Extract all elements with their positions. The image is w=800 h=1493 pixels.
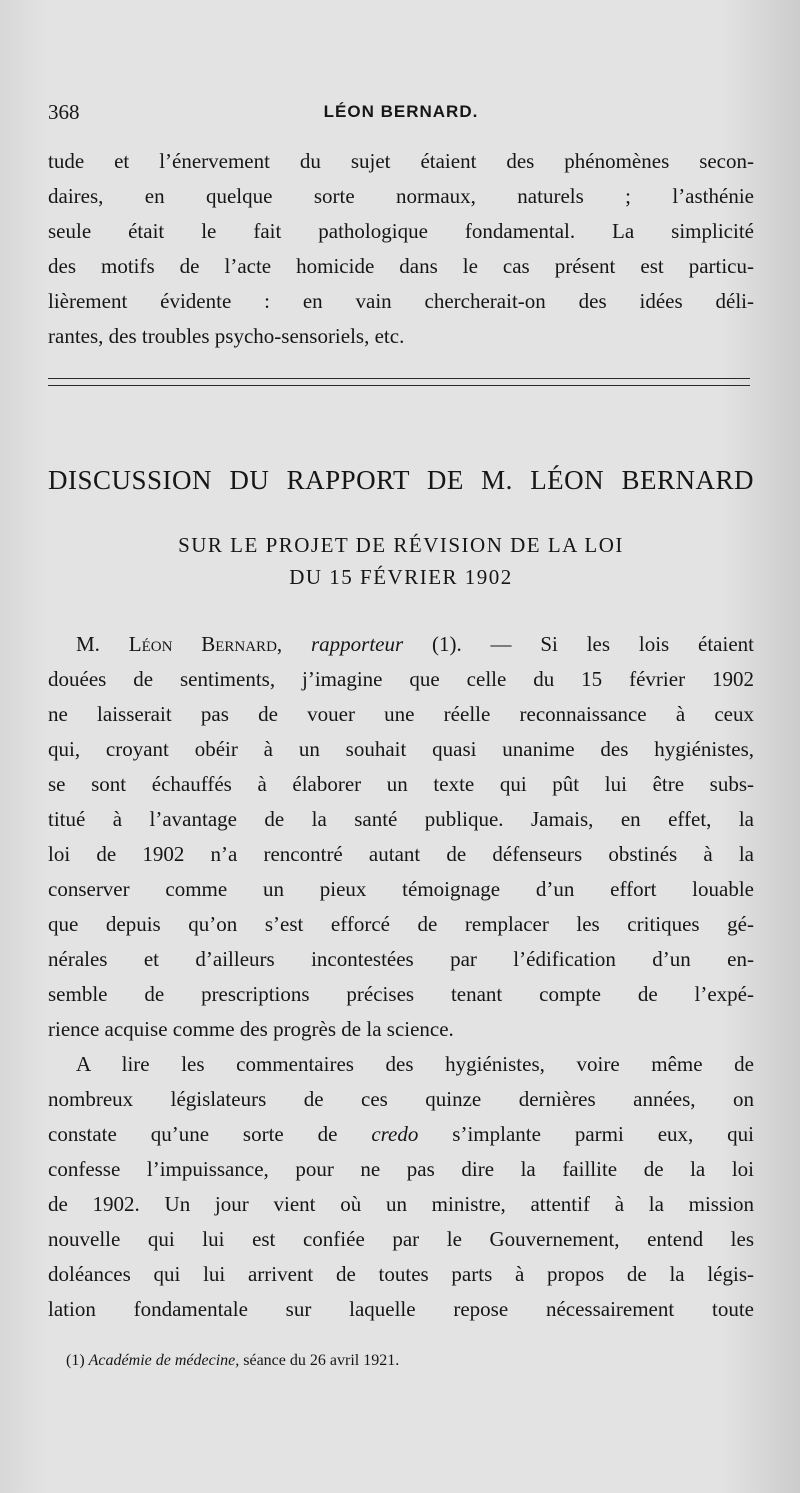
text-line: lièrement évidente : en vain chercherait-on des idées déli- — [48, 289, 754, 313]
text-line: titué à l’avantage de la santé publique. Jamais, en effet, la — [48, 807, 754, 831]
text-line: nouvelle qui lui est confiée par le Gouvernement, entend les — [48, 1227, 754, 1251]
section-heading: DISCUSSION DU RAPPORT DE M. LÉON BERNARD — [48, 465, 754, 495]
text-fragment: constate qu’une sorte de — [48, 1122, 372, 1146]
section-subheading — [48, 529, 754, 593]
footnote — [66, 1352, 666, 1370]
text-line: seule était le fait pathologique fondamental. La simplicité — [48, 219, 754, 243]
text-fragment: s’implante parmi eux, qui — [418, 1122, 754, 1146]
running-title: LÉON BERNARD. — [323, 102, 479, 121]
text-fragment: — Si les lois étaient — [461, 632, 754, 656]
text-line: doléances qui lui arrivent de toutes parts à propos de la légis- — [48, 1262, 754, 1286]
text-line — [48, 1117, 754, 1152]
subheading-line: SUR LE PROJET DE RÉVISION DE LA LOI — [178, 533, 624, 557]
footnote-reference: (1). — [403, 632, 462, 656]
text-line: lation fondamentale sur laquelle repose nécessairement toute — [48, 1297, 754, 1321]
paragraph-continuation — [48, 144, 754, 354]
speaker-name: M. Léon Bernard, — [76, 632, 283, 656]
text-line: conserver comme un pieux témoignage d’un effort louable — [48, 877, 754, 901]
footnote-marker: (1) — [66, 1352, 89, 1369]
text-line: A lire les commentaires des hygiénistes, voire même de — [76, 1052, 754, 1076]
text-line: ne laisserait pas de vouer une réelle reconnaissance à ceux — [48, 702, 754, 726]
text-line: que depuis qu’on s’est efforcé de remplacer les critiques gé- — [48, 912, 754, 936]
footnote-text: séance du 26 avril 1921. — [239, 1352, 400, 1369]
text-line: daires, en quelque sorte normaux, naturels ; l’asthénie — [48, 184, 754, 208]
text-line: nérales et d’ailleurs incontestées par l’édification d’un en- — [48, 947, 754, 971]
text-line: rience acquise comme des progrès de la science. — [48, 1017, 454, 1041]
text-line: se sont échauffés à élaborer un texte qui pût lui être subs- — [48, 772, 754, 796]
text-line: douées de sentiments, j’imagine que celle du 15 février 1902 — [48, 667, 754, 691]
text-line: confesse l’impuissance, pour ne pas dire la faillite de la loi — [48, 1157, 754, 1181]
text-line: qui, croyant obéir à un souhait quasi unanime des hygiénistes, — [48, 737, 754, 761]
speaker-line — [48, 627, 754, 662]
text-line: tude et l’énervement du sujet étaient des phénomènes secon- — [48, 149, 754, 173]
italic-term: credo — [371, 1122, 419, 1146]
text-line: rantes, des troubles psycho-sensoriels, etc. — [48, 324, 405, 348]
section-divider-bottom — [48, 385, 750, 386]
text-line: semble de prescriptions précises tenant compte de l’expé- — [48, 982, 754, 1006]
footnote-source: Académie de médecine, — [88, 1352, 240, 1369]
running-head — [48, 100, 754, 130]
section-divider-top — [48, 378, 750, 379]
speaker-role: rapporteur — [310, 632, 404, 656]
page-number: 368 — [48, 100, 80, 124]
text-line: nombreux législateurs de ces quinze dernières années, on — [48, 1087, 754, 1111]
subheading-line: DU 15 FÉVRIER 1902 — [289, 565, 513, 589]
text-line: loi de 1902 n’a rencontré autant de défenseurs obstinés à la — [48, 842, 754, 866]
discussion-body — [48, 627, 754, 1327]
text-line: des motifs de l’acte homicide dans le cas présent est particu- — [48, 254, 754, 278]
text-line: de 1902. Un jour vient où un ministre, attentif à la mission — [48, 1192, 754, 1216]
